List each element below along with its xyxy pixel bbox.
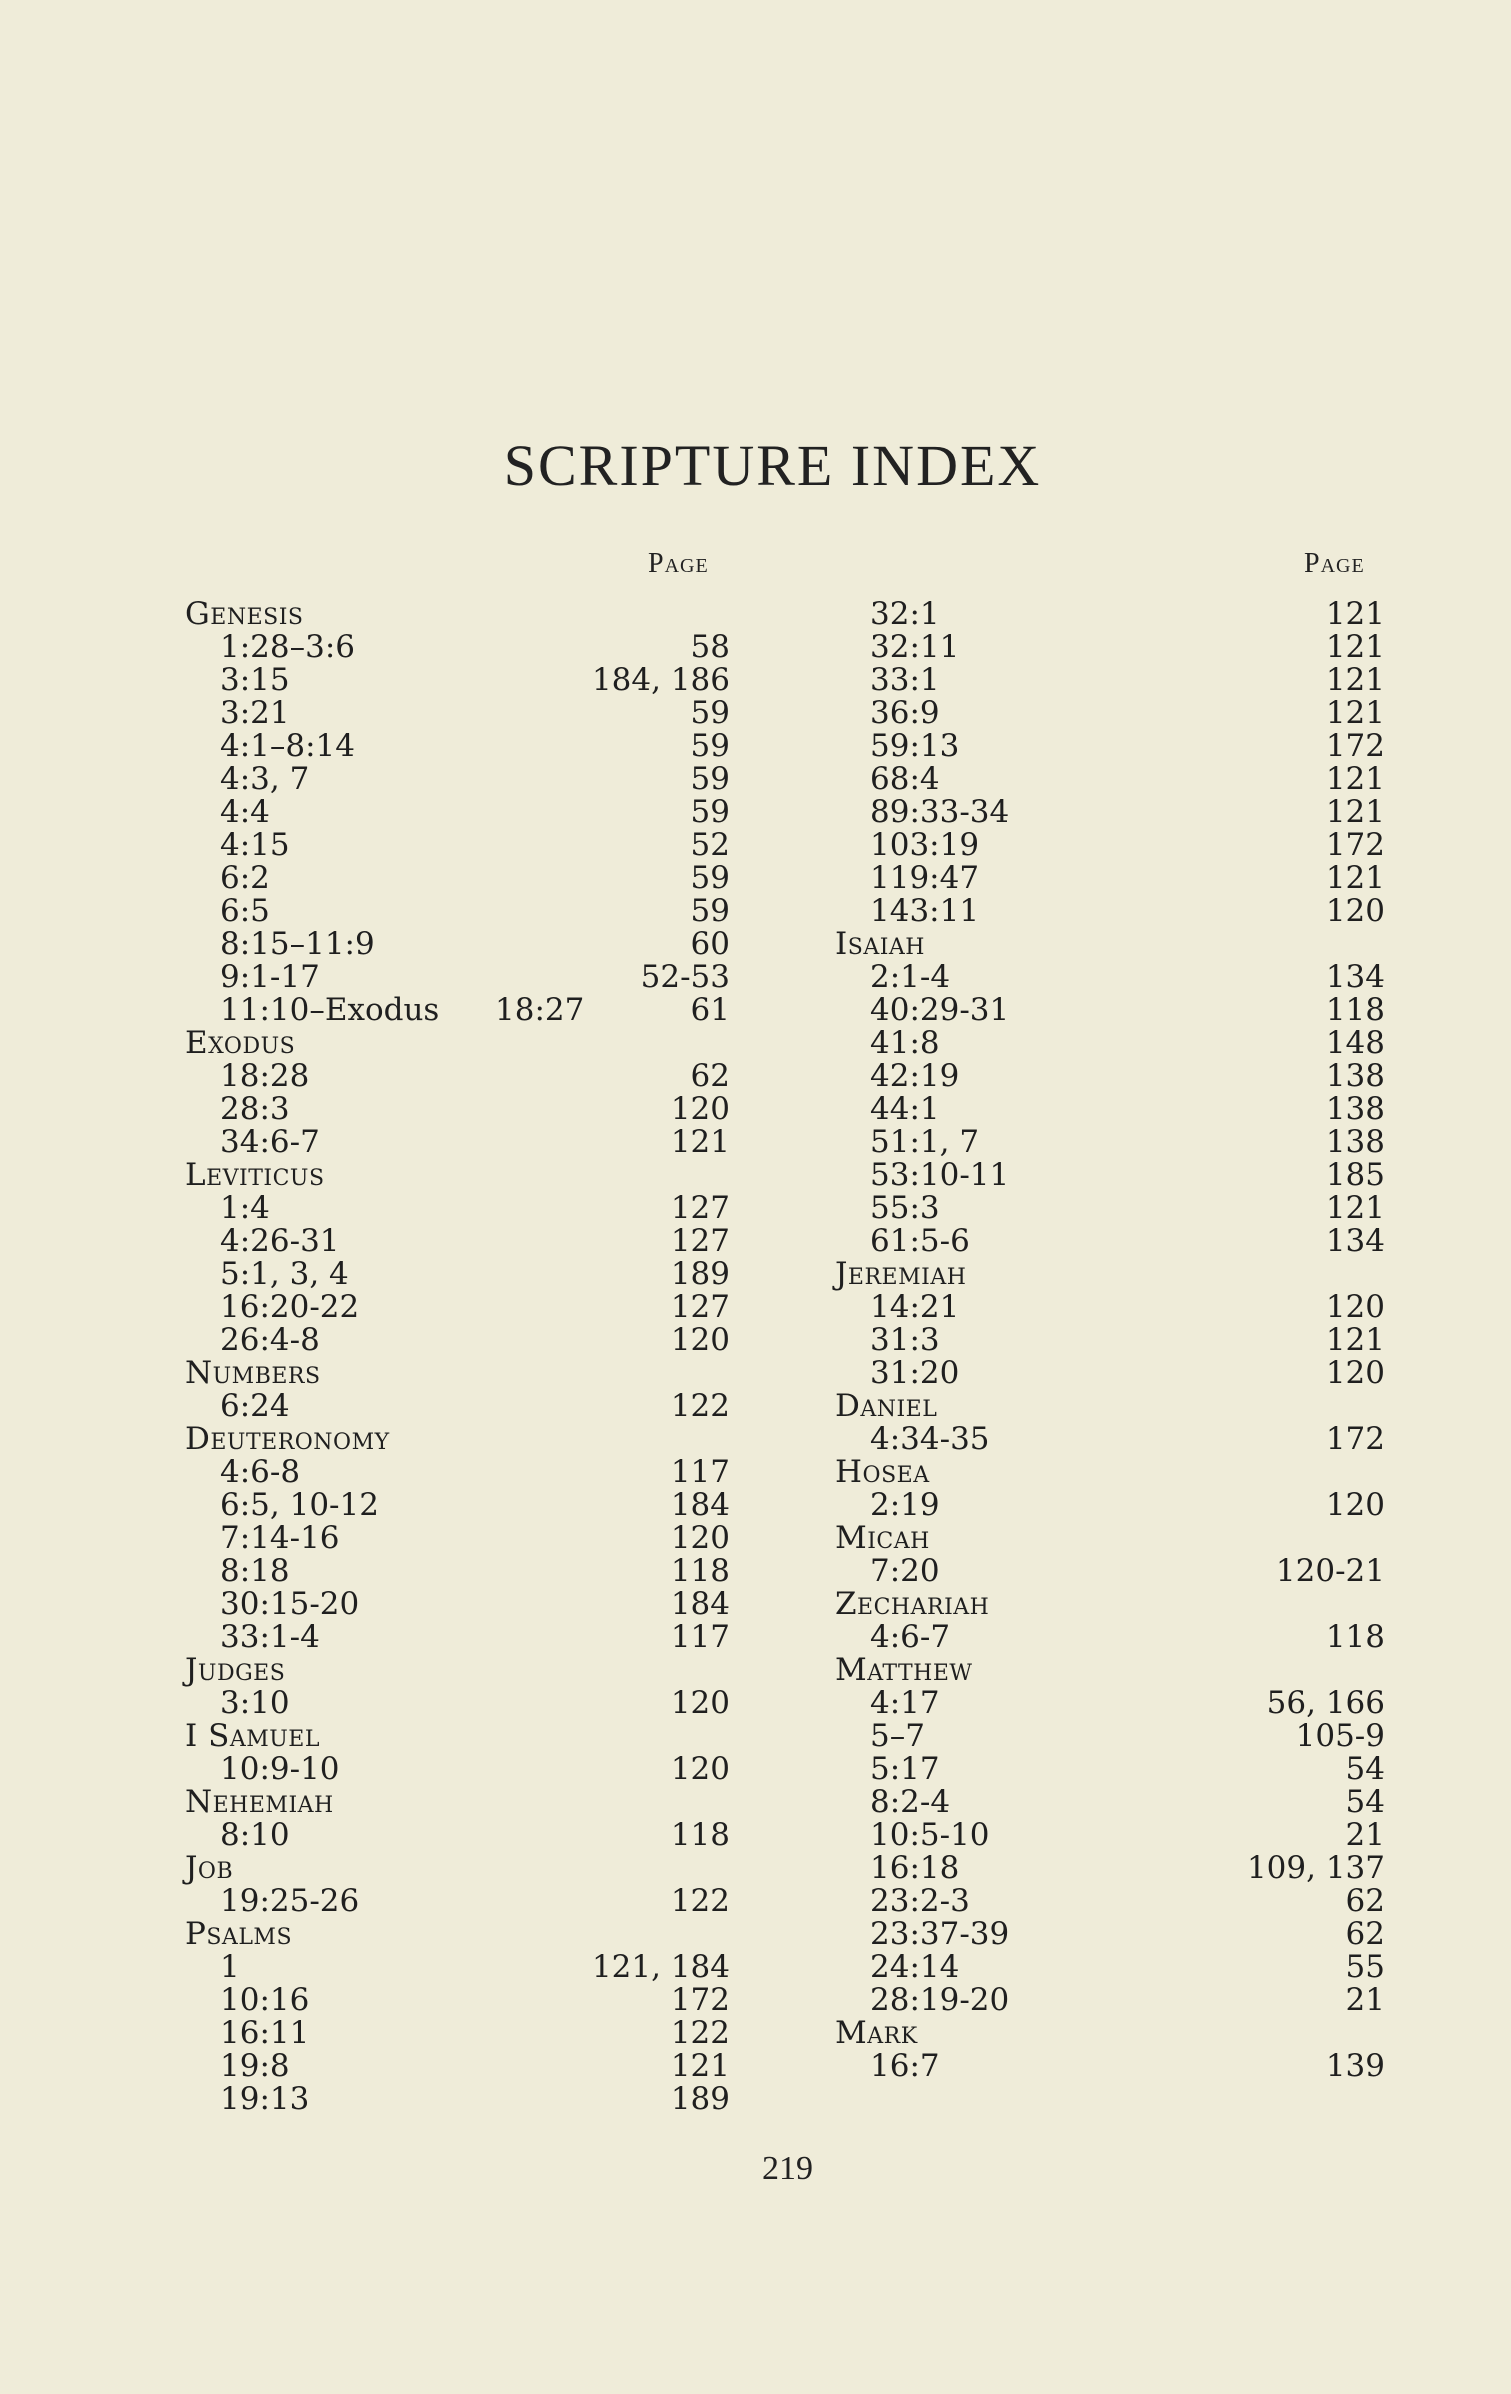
reference: 16:20-22: [220, 1289, 360, 1325]
index-entry: [835, 829, 1385, 862]
page-reference: 122: [670, 1388, 730, 1424]
book-name: Hosea: [835, 1454, 930, 1490]
index-entry: [185, 1225, 730, 1258]
page-reference: 120-21: [1275, 1553, 1385, 1589]
book-name: Job: [185, 1850, 234, 1886]
book-heading: [185, 1720, 730, 1753]
reference: 19:25-26: [220, 1883, 360, 1919]
page-reference: 134: [1325, 1223, 1385, 1259]
book-heading: [835, 2017, 1385, 2050]
index-entry: [835, 1192, 1385, 1225]
index-entry: [185, 2083, 730, 2116]
book-heading: [185, 598, 730, 631]
reference: 4:17: [870, 1685, 940, 1721]
index-entry: [185, 1951, 730, 1984]
index-entry: [835, 1753, 1385, 1786]
reference: 28:3: [220, 1091, 290, 1127]
right-index-column: [835, 598, 1385, 2083]
index-entry: [185, 1060, 730, 1093]
index-entry: [185, 664, 730, 697]
page-reference: 120: [670, 1091, 730, 1127]
reference: 89:33-34: [870, 794, 1010, 830]
book-name: Nehemiah: [185, 1784, 334, 1820]
book-name: Psalms: [185, 1916, 293, 1952]
page-reference: 62: [690, 1058, 730, 1094]
book-heading: [835, 1258, 1385, 1291]
page-reference: 185: [1325, 1157, 1385, 1193]
index-entry: [185, 2050, 730, 2083]
page-reference: 56, 166: [1266, 1685, 1385, 1721]
index-entry: [835, 1984, 1385, 2017]
index-entry: [835, 895, 1385, 928]
reference: 24:14: [870, 1949, 960, 1985]
book-name: Exodus: [185, 1025, 296, 1061]
reference: 19:13: [220, 2081, 310, 2117]
index-entry: [835, 1027, 1385, 1060]
index-entry: [185, 1192, 730, 1225]
index-entry: [835, 961, 1385, 994]
right-page-heading: Page: [1304, 548, 1365, 579]
reference: 5:1, 3, 4: [220, 1256, 349, 1292]
page-reference: 60: [690, 926, 730, 962]
index-entry: [185, 1984, 730, 2017]
reference: 6:2: [220, 860, 270, 896]
index-entry: [835, 1720, 1385, 1753]
book-name: Leviticus: [185, 1157, 325, 1193]
reference: 10:16: [220, 1982, 310, 2018]
index-entry: [185, 1489, 730, 1522]
index-entry: [835, 1324, 1385, 1357]
page-reference: 184: [670, 1487, 730, 1523]
reference: 59:13: [870, 728, 960, 764]
index-entry: [835, 1786, 1385, 1819]
reference: 32:11: [870, 629, 960, 665]
index-entry: [185, 1126, 730, 1159]
book-heading: [185, 1654, 730, 1687]
page-reference: 58: [690, 629, 730, 665]
reference: 6:5, 10-12: [220, 1487, 379, 1523]
page-reference: 127: [670, 1289, 730, 1325]
page-reference: 118: [670, 1817, 730, 1853]
book-heading: [185, 1852, 730, 1885]
reference: 6:24: [220, 1388, 290, 1424]
page-reference: 59: [690, 893, 730, 929]
book-name: Zechariah: [835, 1586, 990, 1622]
index-entry: [835, 697, 1385, 730]
book-heading: [835, 1654, 1385, 1687]
index-entry: [185, 1621, 730, 1654]
reference: 16:11: [220, 2015, 310, 2051]
reference: 5:17: [870, 1751, 940, 1787]
reference: 3:15: [220, 662, 290, 698]
index-entry: [185, 1291, 730, 1324]
reference: 119:47: [870, 860, 980, 896]
reference: 6:5: [220, 893, 270, 929]
reference: 16:18: [870, 1850, 960, 1886]
index-entry: [835, 1621, 1385, 1654]
page-reference: 117: [670, 1454, 730, 1490]
page-reference: 54: [1345, 1784, 1385, 1820]
page-reference: 120: [1325, 1355, 1385, 1391]
index-entry: [185, 697, 730, 730]
index-entry: [835, 994, 1385, 1027]
page-reference: 189: [670, 2081, 730, 2117]
reference: 4:26-31: [220, 1223, 340, 1259]
index-entry: [835, 730, 1385, 763]
book-heading: [185, 1159, 730, 1192]
index-entry: [835, 1687, 1385, 1720]
reference: 4:34-35: [870, 1421, 990, 1457]
page-reference: 138: [1325, 1058, 1385, 1094]
reference: 55:3: [870, 1190, 940, 1226]
page-reference: 61: [690, 992, 730, 1028]
page-reference: 121: [670, 1124, 730, 1160]
reference: 4:3, 7: [220, 761, 310, 797]
index-entry: [185, 1324, 730, 1357]
index-entry: [835, 1423, 1385, 1456]
index-entry: [835, 1951, 1385, 1984]
book-heading: [835, 928, 1385, 961]
book-heading: [835, 1588, 1385, 1621]
reference: 51:1, 7: [870, 1124, 980, 1160]
book-heading: [835, 1522, 1385, 1555]
index-entry: [185, 928, 730, 961]
page-reference: 138: [1325, 1124, 1385, 1160]
page-reference: 59: [690, 728, 730, 764]
page-number: 219: [762, 2150, 813, 2187]
page-reference: 105-9: [1295, 1718, 1385, 1754]
reference: 42:19: [870, 1058, 960, 1094]
index-entry: [835, 1126, 1385, 1159]
index-entry: [835, 1093, 1385, 1126]
index-entry: [185, 1522, 730, 1555]
left-index-column: [185, 598, 730, 2116]
reference: 34:6-7: [220, 1124, 320, 1160]
book-heading: [835, 1390, 1385, 1423]
page-reference: 121: [1325, 860, 1385, 896]
book-name: Matthew: [835, 1652, 973, 1688]
index-entry: [835, 631, 1385, 664]
index-entry: [835, 598, 1385, 631]
page-reference: 184, 186: [591, 662, 730, 698]
reference: 44:1: [870, 1091, 940, 1127]
page-reference: 120: [1325, 893, 1385, 929]
page-reference: 121: [1325, 662, 1385, 698]
reference: 2:1-4: [870, 959, 951, 995]
index-entry: [185, 1456, 730, 1489]
reference: 16:7: [870, 2048, 940, 2084]
reference: 8:18: [220, 1553, 290, 1589]
left-page-heading: Page: [648, 548, 709, 579]
reference: 28:19-20: [870, 1982, 1010, 2018]
reference: 26:4-8: [220, 1322, 320, 1358]
index-entry: [185, 895, 730, 928]
page-reference: 134: [1325, 959, 1385, 995]
page-reference: 189: [670, 1256, 730, 1292]
book-name: Judges: [185, 1652, 286, 1688]
page-reference: 59: [690, 695, 730, 731]
book-name: Numbers: [185, 1355, 321, 1391]
index-entry: [835, 2050, 1385, 2083]
reference: 1: [220, 1949, 240, 1985]
reference: 10:9-10: [220, 1751, 340, 1787]
book-name: Daniel: [835, 1388, 938, 1424]
book-name: Micah: [835, 1520, 930, 1556]
book-heading: [185, 1918, 730, 1951]
index-entry: [835, 1555, 1385, 1588]
reference: 61:5-6: [870, 1223, 970, 1259]
reference: 4:15: [220, 827, 290, 863]
reference: 68:4: [870, 761, 940, 797]
reference: 23:37-39: [870, 1916, 1010, 1952]
index-entry: [185, 796, 730, 829]
index-entry: [835, 1885, 1385, 1918]
reference: 8:10: [220, 1817, 290, 1853]
page-reference: 121: [1325, 761, 1385, 797]
index-entry: [185, 1093, 730, 1126]
index-entry: [185, 1555, 730, 1588]
reference: 1:4: [220, 1190, 270, 1226]
reference: 32:1: [870, 596, 940, 632]
index-entry: [835, 1852, 1385, 1885]
page-reference: 120: [670, 1685, 730, 1721]
book-name: Genesis: [185, 596, 304, 632]
page-reference: 138: [1325, 1091, 1385, 1127]
page-reference: 52-53: [640, 959, 730, 995]
index-entry: [835, 1060, 1385, 1093]
page-reference: 172: [1325, 728, 1385, 764]
reference: 53:10-11: [870, 1157, 1010, 1193]
reference: 18:28: [220, 1058, 310, 1094]
index-entry: [835, 763, 1385, 796]
index-entry: [185, 730, 730, 763]
reference: 31:20: [870, 1355, 960, 1391]
book-heading: [835, 1456, 1385, 1489]
page-reference: 121: [670, 2048, 730, 2084]
reference: 7:20: [870, 1553, 940, 1589]
index-entry: [185, 1819, 730, 1852]
index-entry: [835, 664, 1385, 697]
book-name: Mark: [835, 2015, 918, 2051]
book-name: Deuteronomy: [185, 1421, 390, 1457]
reference: 5–7: [870, 1718, 925, 1754]
page-reference: 118: [670, 1553, 730, 1589]
index-entry: [835, 1225, 1385, 1258]
reference: 3:10: [220, 1685, 290, 1721]
reference: 19:8: [220, 2048, 290, 2084]
page-reference: 52: [690, 827, 730, 863]
page-reference: 121: [1325, 695, 1385, 731]
page-reference: 59: [690, 761, 730, 797]
page-reference: 172: [1325, 827, 1385, 863]
page-reference: 148: [1325, 1025, 1385, 1061]
reference: 4:6-7: [870, 1619, 951, 1655]
page-reference: 172: [1325, 1421, 1385, 1457]
reference: 31:3: [870, 1322, 940, 1358]
reference-extra: 18:27: [495, 992, 585, 1028]
index-entry: [185, 631, 730, 664]
page-reference: 21: [1345, 1982, 1385, 2018]
reference: 103:19: [870, 827, 980, 863]
book-heading: [185, 1786, 730, 1819]
page-reference: 118: [1325, 1619, 1385, 1655]
index-entry: [835, 796, 1385, 829]
reference: 23:2-3: [870, 1883, 970, 1919]
reference: 4:6-8: [220, 1454, 301, 1490]
book-name: Isaiah: [835, 926, 925, 962]
reference: 11:10–Exodus: [220, 992, 440, 1028]
page-reference: 122: [670, 2015, 730, 2051]
reference: 4:4: [220, 794, 270, 830]
page-reference: 55: [1345, 1949, 1385, 1985]
reference: 30:15-20: [220, 1586, 360, 1622]
index-entry: [185, 2017, 730, 2050]
page-reference: 120: [1325, 1289, 1385, 1325]
page-reference: 184: [670, 1586, 730, 1622]
page-reference: 122: [670, 1883, 730, 1919]
page-reference: 139: [1325, 2048, 1385, 2084]
reference: 36:9: [870, 695, 940, 731]
reference: 8:2-4: [870, 1784, 951, 1820]
reference: 3:21: [220, 695, 290, 731]
index-entry: [835, 1291, 1385, 1324]
page-reference: 54: [1345, 1751, 1385, 1787]
page-reference: 121, 184: [591, 1949, 730, 1985]
page-reference: 127: [670, 1190, 730, 1226]
index-entry: [835, 1357, 1385, 1390]
index-entry: [835, 1489, 1385, 1522]
page-reference: 121: [1325, 1322, 1385, 1358]
index-entry: [185, 961, 730, 994]
page-reference: 120: [670, 1751, 730, 1787]
index-entry: [835, 862, 1385, 895]
page-title: SCRIPTURE INDEX: [503, 433, 1042, 498]
reference: 10:5-10: [870, 1817, 990, 1853]
index-entry: [185, 763, 730, 796]
page-reference: 120: [670, 1520, 730, 1556]
index-entry: [185, 1687, 730, 1720]
book-name: Jeremiah: [835, 1256, 967, 1292]
reference: 41:8: [870, 1025, 940, 1061]
page-reference: 121: [1325, 1190, 1385, 1226]
book-heading: [185, 1357, 730, 1390]
page-reference: 21: [1345, 1817, 1385, 1853]
reference: 4:1–8:14: [220, 728, 356, 764]
index-entry: [835, 1159, 1385, 1192]
page-reference: 121: [1325, 596, 1385, 632]
book-heading: [185, 1027, 730, 1060]
page-reference: 120: [670, 1322, 730, 1358]
page-reference: 118: [1325, 992, 1385, 1028]
index-entry: [185, 1588, 730, 1621]
page-reference: 59: [690, 860, 730, 896]
page-reference: 117: [670, 1619, 730, 1655]
index-entry: [185, 862, 730, 895]
reference: 9:1-17: [220, 959, 320, 995]
book-name: I Samuel: [185, 1718, 320, 1754]
reference: 2:19: [870, 1487, 940, 1523]
index-entry: [185, 994, 730, 1027]
page-reference: 62: [1345, 1883, 1385, 1919]
reference: 40:29-31: [870, 992, 1010, 1028]
reference: 33:1-4: [220, 1619, 320, 1655]
index-entry: [185, 1753, 730, 1786]
index-entry: [185, 829, 730, 862]
index-entry: [835, 1819, 1385, 1852]
page-reference: 121: [1325, 629, 1385, 665]
book-heading: [185, 1423, 730, 1456]
index-entry: [185, 1390, 730, 1423]
reference: 143:11: [870, 893, 980, 929]
index-entry: [185, 1258, 730, 1291]
page-reference: 59: [690, 794, 730, 830]
reference: 1:28–3:6: [220, 629, 356, 665]
index-entry: [835, 1918, 1385, 1951]
index-entry: [185, 1885, 730, 1918]
page-reference: 127: [670, 1223, 730, 1259]
page-reference: 62: [1345, 1916, 1385, 1952]
page-reference: 109, 137: [1246, 1850, 1385, 1886]
page-reference: 121: [1325, 794, 1385, 830]
page-reference: 120: [1325, 1487, 1385, 1523]
reference: 14:21: [870, 1289, 960, 1325]
reference: 33:1: [870, 662, 940, 698]
reference: 8:15–11:9: [220, 926, 375, 962]
page-reference: 172: [670, 1982, 730, 2018]
reference: 7:14-16: [220, 1520, 340, 1556]
